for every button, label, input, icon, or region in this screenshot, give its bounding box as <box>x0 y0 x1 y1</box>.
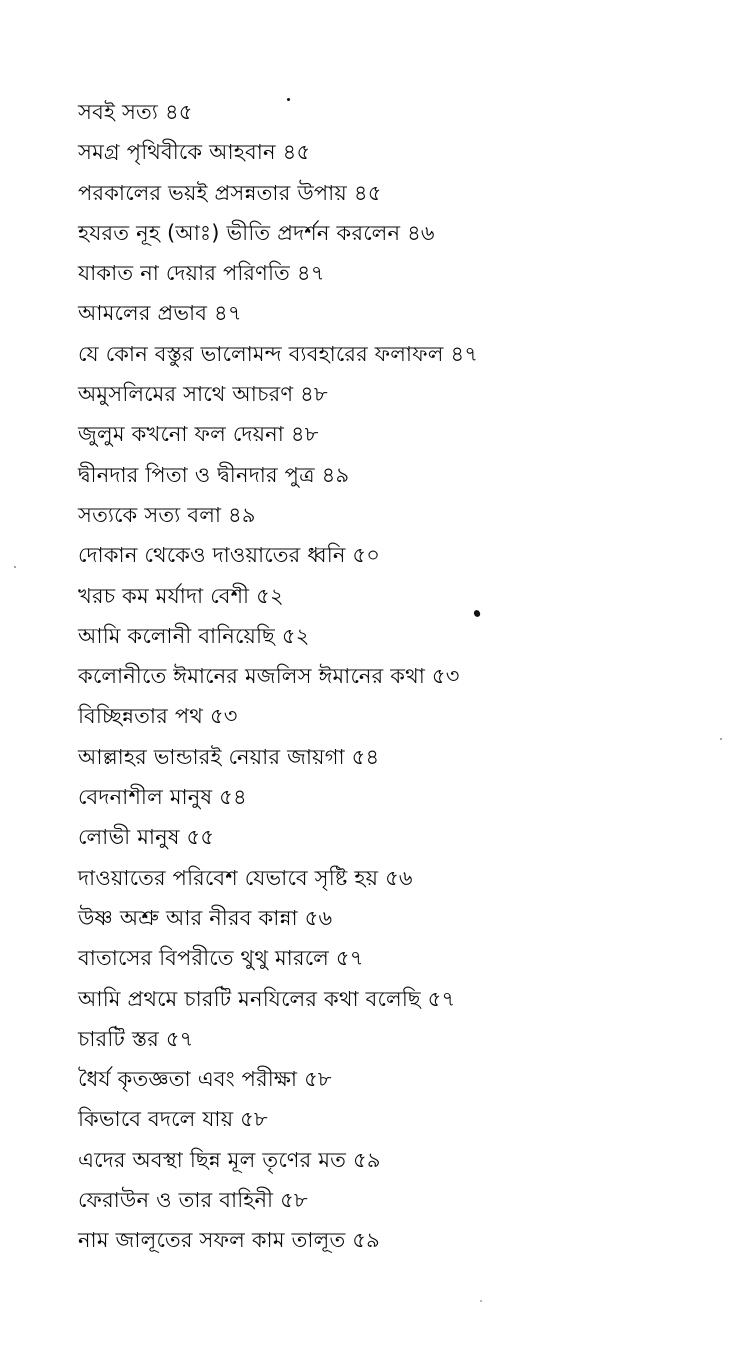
toc-entry: যাকাত না দেয়ার পরিণতি ৪৭ <box>78 261 325 286</box>
scan-speck <box>14 566 16 568</box>
toc-entry: ফেরাউন ও তার বাহিনী ৫৮ <box>78 1188 308 1213</box>
table-of-contents <box>78 92 718 1261</box>
toc-entry: হযরত নূহ (আঃ) ভীতি প্রদর্শন করলেন ৪৬ <box>78 220 435 245</box>
toc-entry: সবই সত্য ৪৫ <box>78 100 193 124</box>
toc-entry: আল্লাহর ভান্ডারই নেয়ার জায়গা ৫৪ <box>78 744 380 769</box>
toc-entry: নাম জালূতের সফল কাম তালূত ৫৯ <box>78 1228 380 1253</box>
toc-entry: বিচ্ছিন্নতার পথ ৫৩ <box>78 704 238 729</box>
toc-entry: জুলুম কখনো ফল দেয়না ৪৮ <box>78 422 319 447</box>
toc-entry: পরকালের ভয়ই প্রসন্নতার উপায় ৪৫ <box>78 180 382 205</box>
toc-entry: এদের অবস্থা ছিন্ন মূল তৃণের মত ৫৯ <box>78 1147 381 1172</box>
toc-entry: দোকান থেকেও দাওয়াতের ধ্বনি ৫০ <box>78 543 381 568</box>
toc-entry: যে কোন বস্তুর ভালোমন্দ ব্যবহারের ফলাফল ৪৭ <box>78 341 479 366</box>
toc-entry: আমলের প্রভাব ৪৭ <box>78 301 242 326</box>
scan-speck <box>480 1300 482 1302</box>
toc-entry: খরচ কম মর্যাদা বেশী ৫২ <box>78 583 284 608</box>
scan-speck <box>287 98 290 101</box>
toc-entry: ধৈর্য কৃতজ্ঞতা এবং পরীক্ষা ৫৮ <box>78 1067 332 1092</box>
toc-entry: দাওয়াতের পরিবেশ যেভাবে সৃষ্টি হয় ৫৬ <box>78 865 413 890</box>
toc-entry: উষ্ণ অশ্রু আর নীরব কান্না ৫৬ <box>78 905 333 930</box>
toc-entry: অমুসলিমের সাথে আচরণ ৪৮ <box>78 382 328 407</box>
toc-entry: কিভাবে বদলে যায় ৫৮ <box>78 1107 268 1132</box>
toc-entry: বাতাসের বিপরীতে থুথু মারলে ৫৭ <box>78 946 364 971</box>
toc-entry: লোভী মানুষ ৫৫ <box>78 825 215 850</box>
toc-entry: চারটি স্তর ৫৭ <box>78 1026 194 1051</box>
toc-entry: আমি প্রথমে চারটি মনযিলের কথা বলেছি ৫৭ <box>78 986 456 1011</box>
scan-speck <box>720 738 722 740</box>
toc-entry: সত্যকে সত্য বলা ৪৯ <box>78 502 256 527</box>
toc-entry: সমগ্র পৃথিবীকে আহবান ৪৫ <box>78 140 311 165</box>
toc-entry: কলোনীতে ঈমানের মজলিস ঈমানের কথা ৫৩ <box>78 664 460 689</box>
toc-entry: আমি কলোনী বানিয়েছি ৫২ <box>78 623 310 648</box>
toc-entry: দ্বীনদার পিতা ও দ্বীনদার পুত্র ৪৯ <box>78 462 350 487</box>
toc-entry: বেদনাশীল মানুষ ৫৪ <box>78 785 247 810</box>
